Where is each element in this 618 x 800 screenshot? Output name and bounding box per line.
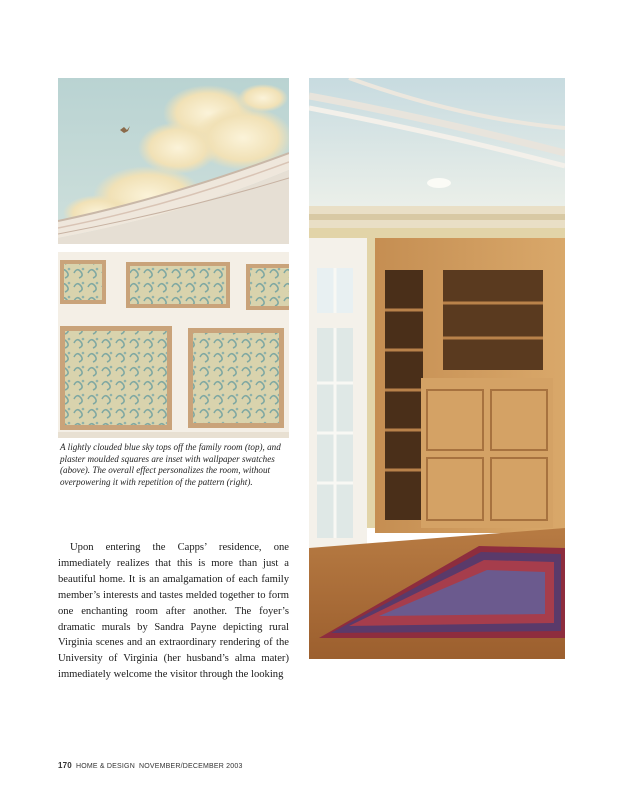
wallpaper-panels-photo: [58, 252, 289, 438]
issue-date: NOVEMBER/DECEMBER 2003: [138, 763, 243, 770]
article-body-text: Upon entering the Capps’ residence, one immediately realizes that this is more than just a beautiful home. It is an amalgamation of each family member’s interests and tastes melded together to form one enchanting room after another. The foyer’s dramatic murals by Sandra Payne depicting rural Virginia scenes and an extraordinary rendering of the University of Virginia (her husband’s alma mater) immediately welcome the visitor through the looking: [58, 542, 289, 681]
photo-caption: A lightly clouded blue sky tops off the family room (top), and plaster moulded squares are inset with wallpaper swatches (above). The overall effect personalizes the room, without overpowering it with repetition of the pattern (right).: [60, 442, 281, 487]
family-room-photo: [309, 78, 565, 659]
page-number: 170: [58, 761, 72, 770]
magazine-name: HOME & DESIGN: [75, 763, 135, 770]
sky-ceiling-photo: [58, 78, 289, 244]
page-footer: [58, 761, 243, 770]
